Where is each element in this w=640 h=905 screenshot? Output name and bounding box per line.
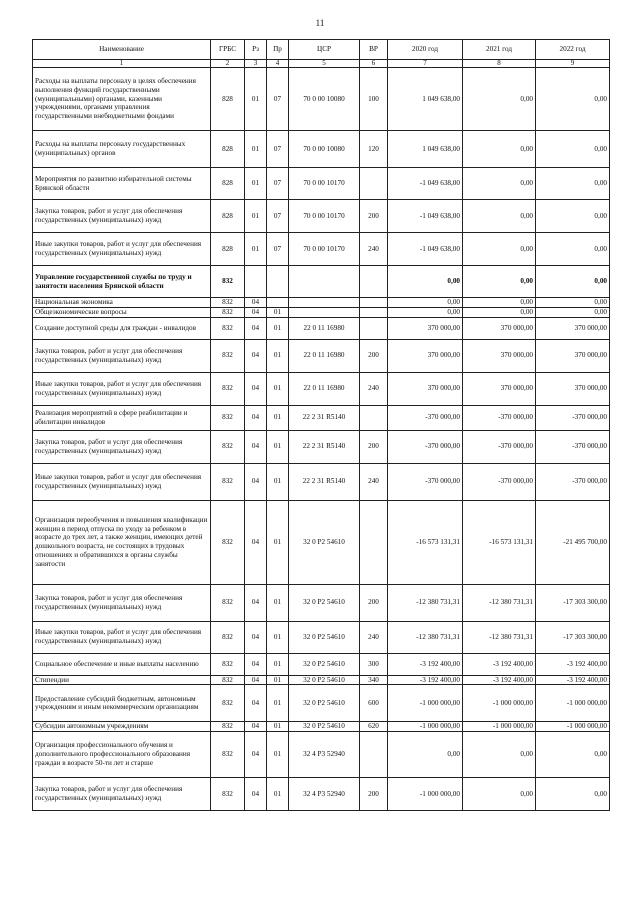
page-number: 11: [315, 18, 325, 28]
expense-type-code: 200: [360, 339, 388, 372]
amount-2021: 0,00: [463, 298, 536, 308]
target-article-code: 32 0 P2 54610: [289, 675, 360, 685]
target-article-code: [289, 298, 360, 308]
amount-2021: -370 000,00: [463, 405, 536, 430]
row-name: Создание доступной среды для граждан - инвалидов: [33, 317, 211, 339]
amount-2022: 370 000,00: [536, 317, 610, 339]
grbs-code: 828: [211, 168, 245, 200]
subsection-code: 07: [267, 131, 289, 168]
column-number: 6: [360, 60, 388, 68]
amount-2022: 0,00: [536, 200, 610, 233]
row-name: Предоставление субсидий бюджетным, автономным учреждениям и иным некоммерческим организациям: [33, 685, 211, 722]
subsection-code: 01: [267, 430, 289, 463]
amount-2022: 0,00: [536, 131, 610, 168]
grbs-code: 832: [211, 307, 245, 317]
row-name: Закупка товаров, работ и услуг для обеспечения государственных (муниципальных) нужд: [33, 778, 211, 811]
section-code: 04: [245, 339, 267, 372]
amount-2020: -1 049 638,00: [388, 200, 463, 233]
table-row: [33, 131, 610, 168]
amount-2020: -16 573 131,31: [388, 500, 463, 584]
table-row: [33, 266, 610, 298]
row-name: Закупка товаров, работ и услуг для обеспечения государственных (муниципальных) нужд: [33, 339, 211, 372]
amount-2022: -1 000 000,00: [536, 722, 610, 732]
table-row: [33, 778, 610, 811]
section-code: [245, 266, 267, 298]
amount-2021: 370 000,00: [463, 317, 536, 339]
expense-type-code: [360, 168, 388, 200]
column-number: 5: [289, 60, 360, 68]
section-code: 04: [245, 463, 267, 500]
table-row: [33, 200, 610, 233]
expense-type-code: 120: [360, 131, 388, 168]
section-code: 04: [245, 372, 267, 405]
target-article-code: 70 0 00 10170: [289, 233, 360, 266]
amount-2021: -370 000,00: [463, 430, 536, 463]
amount-2021: 0,00: [463, 307, 536, 317]
target-article-code: 70 0 00 10170: [289, 168, 360, 200]
row-name: Иные закупки товаров, работ и услуг для обеспечения государственных (муниципальных) нужд: [33, 372, 211, 405]
amount-2022: 0,00: [536, 307, 610, 317]
section-code: 04: [245, 430, 267, 463]
expense-type-code: 240: [360, 233, 388, 266]
grbs-code: 828: [211, 131, 245, 168]
amount-2020: 370 000,00: [388, 372, 463, 405]
subsection-code: 01: [267, 675, 289, 685]
amount-2020: -1 000 000,00: [388, 722, 463, 732]
expense-type-code: 340: [360, 675, 388, 685]
table-row: [33, 317, 610, 339]
amount-2022: -17 303 300,00: [536, 584, 610, 621]
table-row: [33, 463, 610, 500]
target-article-code: 32 4 P3 52940: [289, 778, 360, 811]
grbs-code: 832: [211, 685, 245, 722]
section-code: 01: [245, 168, 267, 200]
grbs-code: 832: [211, 500, 245, 584]
amount-2021: -16 573 131,31: [463, 500, 536, 584]
row-name: Реализация мероприятий в сфере реабилитации и абилитации инвалидов: [33, 405, 211, 430]
section-code: 04: [245, 500, 267, 584]
subsection-code: 01: [267, 685, 289, 722]
subsection-code: 01: [267, 722, 289, 732]
section-code: 04: [245, 317, 267, 339]
amount-2020: 370 000,00: [388, 339, 463, 372]
amount-2021: 0,00: [463, 732, 536, 778]
grbs-code: 832: [211, 430, 245, 463]
amount-2022: -17 303 300,00: [536, 621, 610, 653]
subsection-code: 01: [267, 584, 289, 621]
subsection-code: [267, 298, 289, 308]
amount-2022: -3 192 400,00: [536, 653, 610, 675]
section-code: 04: [245, 298, 267, 308]
table-row: [33, 685, 610, 722]
amount-2021: 0,00: [463, 131, 536, 168]
row-name: Организация переобучения и повышения квалификации женщин в период отпуска по уходу за ребенком в возрасте до трех лет, а также женщин, имеющих детей дошкольного возраста, не состоящих в трудовых отношениях и обратившихся в органы службы занятости: [33, 500, 211, 584]
table-row: [33, 675, 610, 685]
expense-type-code: 600: [360, 685, 388, 722]
column-number: 1: [33, 60, 211, 68]
row-name: Организация профессионального обучения и дополнительного профессионального образования граждан в возрасте 50-ти лет и старше: [33, 732, 211, 778]
grbs-code: 832: [211, 653, 245, 675]
target-article-code: 32 4 P3 52940: [289, 732, 360, 778]
amount-2020: -1 049 638,00: [388, 233, 463, 266]
amount-2020: -1 049 638,00: [388, 168, 463, 200]
amount-2021: -1 000 000,00: [463, 685, 536, 722]
expense-type-code: 240: [360, 372, 388, 405]
amount-2021: 0,00: [463, 266, 536, 298]
row-name: Иные закупки товаров, работ и услуг для обеспечения государственных (муниципальных) нужд: [33, 621, 211, 653]
amount-2021: 0,00: [463, 233, 536, 266]
amount-2020: -3 192 400,00: [388, 653, 463, 675]
amount-2021: 0,00: [463, 778, 536, 811]
target-article-code: 22 2 31 R5140: [289, 463, 360, 500]
amount-2021: -1 000 000,00: [463, 722, 536, 732]
expense-type-code: [360, 317, 388, 339]
subsection-code: 07: [267, 233, 289, 266]
row-name: Социальное обеспечение и иные выплаты населению: [33, 653, 211, 675]
grbs-code: 832: [211, 675, 245, 685]
amount-2022: 0,00: [536, 778, 610, 811]
target-article-code: [289, 307, 360, 317]
column-number: 7: [388, 60, 463, 68]
row-name: Закупка товаров, работ и услуг для обеспечения государственных (муниципальных) нужд: [33, 430, 211, 463]
column-number: 4: [267, 60, 289, 68]
amount-2020: -370 000,00: [388, 430, 463, 463]
row-name: Иные закупки товаров, работ и услуг для обеспечения государственных (муниципальных) нужд: [33, 233, 211, 266]
table-row: [33, 584, 610, 621]
subsection-code: [267, 266, 289, 298]
amount-2021: -3 192 400,00: [463, 675, 536, 685]
target-article-code: 32 0 P2 54610: [289, 722, 360, 732]
amount-2020: -370 000,00: [388, 405, 463, 430]
target-article-code: 70 0 00 10080: [289, 131, 360, 168]
amount-2020: -12 380 731,31: [388, 621, 463, 653]
amount-2020: 370 000,00: [388, 317, 463, 339]
subsection-code: 01: [267, 339, 289, 372]
section-code: 01: [245, 131, 267, 168]
amount-2021: 370 000,00: [463, 372, 536, 405]
section-code: 01: [245, 233, 267, 266]
target-article-code: 70 0 00 10080: [289, 68, 360, 131]
grbs-code: 832: [211, 266, 245, 298]
row-name: Мероприятия по развитию избирательной системы Брянской области: [33, 168, 211, 200]
section-code: 04: [245, 405, 267, 430]
header-cell: Пр: [267, 40, 289, 60]
grbs-code: 828: [211, 200, 245, 233]
expense-type-code: 200: [360, 200, 388, 233]
expense-type-code: 100: [360, 68, 388, 131]
amount-2020: 1 049 638,00: [388, 68, 463, 131]
target-article-code: 32 0 P2 54610: [289, 621, 360, 653]
grbs-code: 832: [211, 298, 245, 308]
header-row: [33, 40, 610, 60]
target-article-code: 22 0 11 16980: [289, 317, 360, 339]
amount-2022: 0,00: [536, 68, 610, 131]
target-article-code: 22 0 11 16980: [289, 372, 360, 405]
amount-2020: 0,00: [388, 732, 463, 778]
target-article-code: 32 0 P2 54610: [289, 584, 360, 621]
subsection-code: 07: [267, 68, 289, 131]
amount-2020: 0,00: [388, 298, 463, 308]
table-row: [33, 732, 610, 778]
header-cell: ВР: [360, 40, 388, 60]
target-article-code: 32 0 P2 54610: [289, 653, 360, 675]
subsection-code: 01: [267, 405, 289, 430]
expense-type-code: [360, 266, 388, 298]
amount-2021: -12 380 731,31: [463, 584, 536, 621]
subsection-code: 01: [267, 621, 289, 653]
expense-type-code: [360, 298, 388, 308]
target-article-code: [289, 266, 360, 298]
row-name: Субсидии автономным учреждениям: [33, 722, 211, 732]
amount-2020: 0,00: [388, 266, 463, 298]
subsection-code: 01: [267, 372, 289, 405]
section-code: 04: [245, 584, 267, 621]
subsection-code: 07: [267, 168, 289, 200]
row-name: Иные закупки товаров, работ и услуг для обеспечения государственных (муниципальных) нужд: [33, 463, 211, 500]
subsection-code: 01: [267, 317, 289, 339]
amount-2022: -21 495 700,00: [536, 500, 610, 584]
target-article-code: 70 0 00 10170: [289, 200, 360, 233]
budget-table: [32, 39, 610, 811]
expense-type-code: [360, 732, 388, 778]
section-code: 04: [245, 675, 267, 685]
amount-2022: -3 192 400,00: [536, 675, 610, 685]
header-cell: ЦСР: [289, 40, 360, 60]
table-row: [33, 298, 610, 308]
grbs-code: 832: [211, 405, 245, 430]
expense-type-code: 200: [360, 584, 388, 621]
amount-2022: -1 000 000,00: [536, 685, 610, 722]
expense-type-code: [360, 307, 388, 317]
column-number: 3: [245, 60, 267, 68]
table-row: [33, 653, 610, 675]
table-row: [33, 500, 610, 584]
grbs-code: 832: [211, 722, 245, 732]
table-row: [33, 405, 610, 430]
expense-type-code: 300: [360, 653, 388, 675]
expense-type-code: 240: [360, 463, 388, 500]
amount-2020: 1 049 638,00: [388, 131, 463, 168]
table-row: [33, 722, 610, 732]
header-cell: Рз: [245, 40, 267, 60]
amount-2022: 370 000,00: [536, 372, 610, 405]
grbs-code: 832: [211, 732, 245, 778]
target-article-code: 32 0 P2 54610: [289, 500, 360, 584]
section-code: 04: [245, 722, 267, 732]
amount-2021: -12 380 731,31: [463, 621, 536, 653]
amount-2022: 0,00: [536, 266, 610, 298]
section-code: 01: [245, 68, 267, 131]
amount-2021: -3 192 400,00: [463, 653, 536, 675]
amount-2021: 0,00: [463, 68, 536, 131]
table-body: [33, 68, 610, 811]
amount-2022: 370 000,00: [536, 339, 610, 372]
table-row: [33, 307, 610, 317]
expense-type-code: 200: [360, 430, 388, 463]
table-row: [33, 621, 610, 653]
column-number: 2: [211, 60, 245, 68]
amount-2022: -370 000,00: [536, 463, 610, 500]
expense-type-code: 200: [360, 778, 388, 811]
header-cell: 2020 год: [388, 40, 463, 60]
grbs-code: 828: [211, 68, 245, 131]
amount-2022: 0,00: [536, 732, 610, 778]
amount-2022: 0,00: [536, 233, 610, 266]
amount-2020: -1 000 000,00: [388, 778, 463, 811]
table-row: [33, 372, 610, 405]
table-row: [33, 233, 610, 266]
row-name: Управление государственной службы по труду и занятости населения Брянской области: [33, 266, 211, 298]
grbs-code: 832: [211, 584, 245, 621]
subsection-code: 01: [267, 500, 289, 584]
amount-2022: 0,00: [536, 298, 610, 308]
row-name: Национальная экономика: [33, 298, 211, 308]
section-code: 04: [245, 778, 267, 811]
header-cell: Наименование: [33, 40, 211, 60]
subsection-code: 01: [267, 778, 289, 811]
grbs-code: 832: [211, 621, 245, 653]
target-article-code: 22 0 11 16980: [289, 339, 360, 372]
subsection-code: 01: [267, 463, 289, 500]
amount-2021: 370 000,00: [463, 339, 536, 372]
expense-type-code: [360, 405, 388, 430]
amount-2020: -1 000 000,00: [388, 685, 463, 722]
subsection-code: 01: [267, 307, 289, 317]
header-cell: 2021 год: [463, 40, 536, 60]
subsection-code: 07: [267, 200, 289, 233]
target-article-code: 22 2 31 R5140: [289, 430, 360, 463]
row-name: Общеэкономические вопросы: [33, 307, 211, 317]
section-code: 01: [245, 200, 267, 233]
amount-2022: 0,00: [536, 168, 610, 200]
table-row: [33, 168, 610, 200]
amount-2020: -3 192 400,00: [388, 675, 463, 685]
table-row: [33, 430, 610, 463]
section-code: 04: [245, 685, 267, 722]
row-name: Расходы на выплаты персоналу в целях обеспечения выполнения функций государственными (муниципальными) органами, казенными учреждениями, органами управления государственными внебюджетными фондами: [33, 68, 211, 131]
amount-2020: 0,00: [388, 307, 463, 317]
expense-type-code: [360, 500, 388, 584]
column-number-row: [33, 60, 610, 68]
header-cell: ГРБС: [211, 40, 245, 60]
grbs-code: 832: [211, 339, 245, 372]
row-name: Стипендии: [33, 675, 211, 685]
table-row: [33, 68, 610, 131]
amount-2022: -370 000,00: [536, 405, 610, 430]
amount-2021: 0,00: [463, 168, 536, 200]
grbs-code: 832: [211, 317, 245, 339]
grbs-code: 832: [211, 778, 245, 811]
grbs-code: 832: [211, 372, 245, 405]
row-name: Закупка товаров, работ и услуг для обеспечения государственных (муниципальных) нужд: [33, 200, 211, 233]
section-code: 04: [245, 621, 267, 653]
expense-type-code: 240: [360, 621, 388, 653]
subsection-code: 01: [267, 653, 289, 675]
amount-2021: 0,00: [463, 200, 536, 233]
section-code: 04: [245, 732, 267, 778]
amount-2020: -12 380 731,31: [388, 584, 463, 621]
row-name: Расходы на выплаты персоналу государственных (муниципальных) органов: [33, 131, 211, 168]
table-row: [33, 339, 610, 372]
section-code: 04: [245, 653, 267, 675]
subsection-code: 01: [267, 732, 289, 778]
target-article-code: 22 2 31 R5140: [289, 405, 360, 430]
column-number: 8: [463, 60, 536, 68]
amount-2020: -370 000,00: [388, 463, 463, 500]
amount-2022: -370 000,00: [536, 430, 610, 463]
section-code: 04: [245, 307, 267, 317]
row-name: Закупка товаров, работ и услуг для обеспечения государственных (муниципальных) нужд: [33, 584, 211, 621]
grbs-code: 828: [211, 233, 245, 266]
grbs-code: 832: [211, 463, 245, 500]
target-article-code: 32 0 P2 54610: [289, 685, 360, 722]
header-cell: 2022 год: [536, 40, 610, 60]
amount-2021: -370 000,00: [463, 463, 536, 500]
expense-type-code: 620: [360, 722, 388, 732]
column-number: 9: [536, 60, 610, 68]
